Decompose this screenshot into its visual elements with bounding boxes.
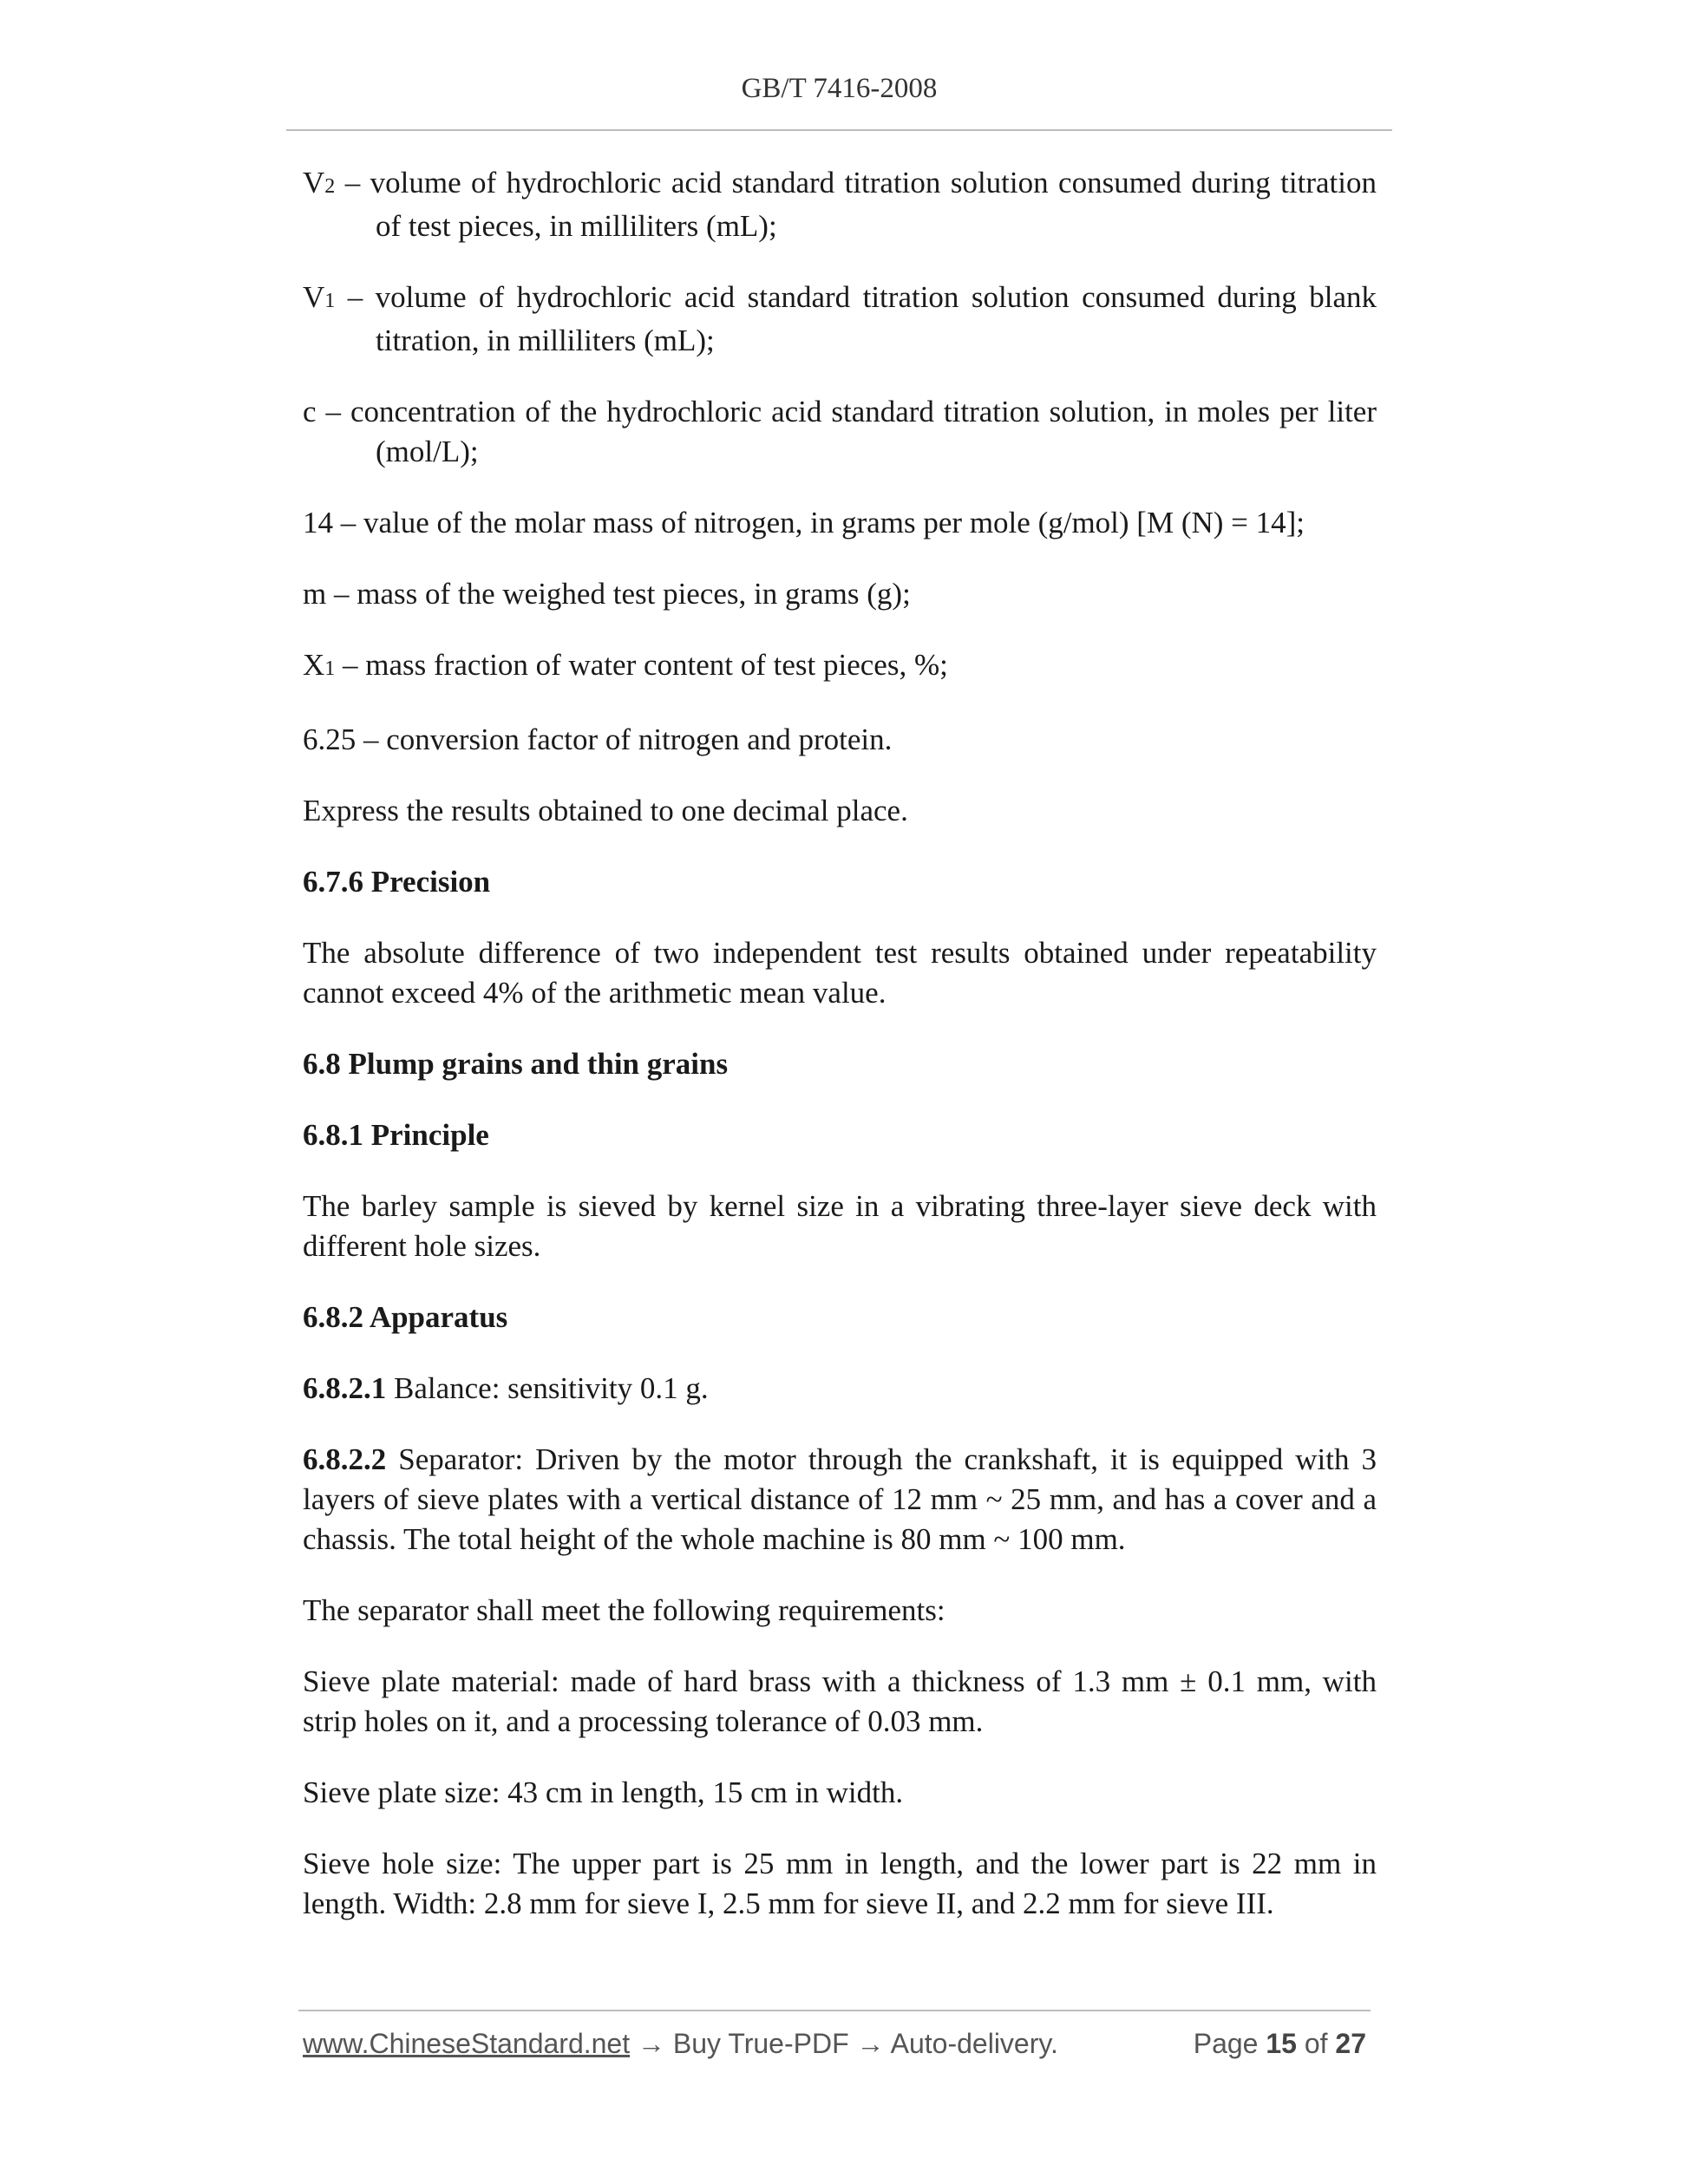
definition-text: – value of the molar mass of nitrogen, in grams per mole (g/mol) [M (N) = 14];	[333, 506, 1305, 539]
clause-number: 6.8.2.1	[303, 1371, 387, 1405]
page-word: Page	[1193, 2028, 1259, 2059]
heading-6-8: 6.8 Plump grains and thin grains	[303, 1047, 729, 1081]
requirement-material: Sieve plate material: made of hard brass with a thickness of 1.3 mm ± 0.1 mm, with strip holes on it, and a processing tolerance of 0.03 mm.	[303, 1664, 1377, 1738]
definition-6-25	[303, 720, 1377, 760]
footer-divider	[298, 2010, 1371, 2011]
page-number: 15	[1266, 2028, 1297, 2059]
symbol: V	[303, 280, 325, 314]
definition-text: – mass fraction of water content of test pieces, %;	[335, 648, 948, 682]
definition-text: – volume of hydrochloric acid standard titration solution consumed during blank titration, in milliliters (mL);	[335, 280, 1377, 357]
page-indicator	[1194, 2028, 1366, 2060]
definition-text: – concentration of the hydrochloric acid standard titration solution, in moles per liter (mol/L);	[316, 395, 1377, 468]
heading-6-8-2: 6.8.2 Apparatus	[303, 1300, 508, 1334]
clause-number: 6.8.2.2	[303, 1442, 387, 1476]
of-word: of	[1304, 2028, 1328, 2059]
page-header: GB/T 7416-2008	[741, 73, 938, 104]
requirement-size: Sieve plate size: 43 cm in length, 15 cm in width.	[303, 1775, 904, 1809]
page-footer	[303, 2028, 1366, 2060]
principle-text: The barley sample is sieved by kernel size in a vibrating three-layer sieve deck with different hole sizes.	[303, 1189, 1377, 1263]
footer-tagline: → Buy True-PDF → Auto-delivery.	[630, 2028, 1058, 2059]
precision-text: The absolute difference of two independent test results obtained under repeatability cannot exceed 4% of the arithmetic mean value.	[303, 936, 1377, 1010]
symbol: V	[303, 166, 325, 199]
clause-6-8-2-2	[303, 1440, 1377, 1560]
definition-14	[303, 503, 1377, 543]
express-results: Express the results obtained to one decimal place.	[303, 794, 908, 827]
definition-v2	[303, 163, 1377, 246]
definition-text: – conversion factor of nitrogen and protein.	[356, 723, 893, 756]
clause-text: Separator: Driven by the motor through the crankshaft, it is equipped with 3 layers of sieve plates with a vertical distance of 12 mm ~ 25 mm, and has a cover and a chassis. The total height of the whole machine is 80 mm ~ 100 mm.	[303, 1442, 1377, 1556]
requirements-intro: The separator shall meet the following requirements:	[303, 1593, 945, 1627]
symbol: m	[303, 577, 327, 611]
definition-v1	[303, 278, 1377, 361]
header-divider	[286, 129, 1392, 131]
clause-text: Balance: sensitivity 0.1 g.	[386, 1371, 709, 1405]
clause-6-8-2-1	[303, 1369, 1377, 1409]
definition-c	[303, 392, 1377, 472]
subscript: 1	[324, 657, 336, 680]
symbol: 14	[303, 506, 333, 539]
subscript: 1	[324, 290, 336, 312]
heading-6-8-1: 6.8.1 Principle	[303, 1118, 489, 1152]
definition-text: – mass of the weighed test pieces, in grams (g);	[326, 577, 911, 611]
page-total: 27	[1335, 2028, 1366, 2059]
requirement-holes: Sieve hole size: The upper part is 25 mm in length, and the lower part is 22 mm in length. Width: 2.8 mm for sieve I, 2.5 mm for sieve II, and 2.2 mm for sieve III.	[303, 1847, 1377, 1920]
definition-x1	[303, 645, 1377, 689]
definition-text: – volume of hydrochloric acid standard titration solution consumed during titration of test pieces, in milliliters (mL);	[335, 166, 1377, 243]
symbol: c	[303, 395, 317, 428]
document-body	[303, 163, 1377, 1955]
subscript: 2	[324, 175, 336, 198]
symbol: X	[303, 648, 325, 682]
website-link[interactable]: www.ChineseStandard.net	[303, 2028, 631, 2059]
definition-m	[303, 574, 1377, 614]
heading-6-7-6: 6.7.6 Precision	[303, 865, 491, 899]
symbol: 6.25	[303, 723, 357, 756]
